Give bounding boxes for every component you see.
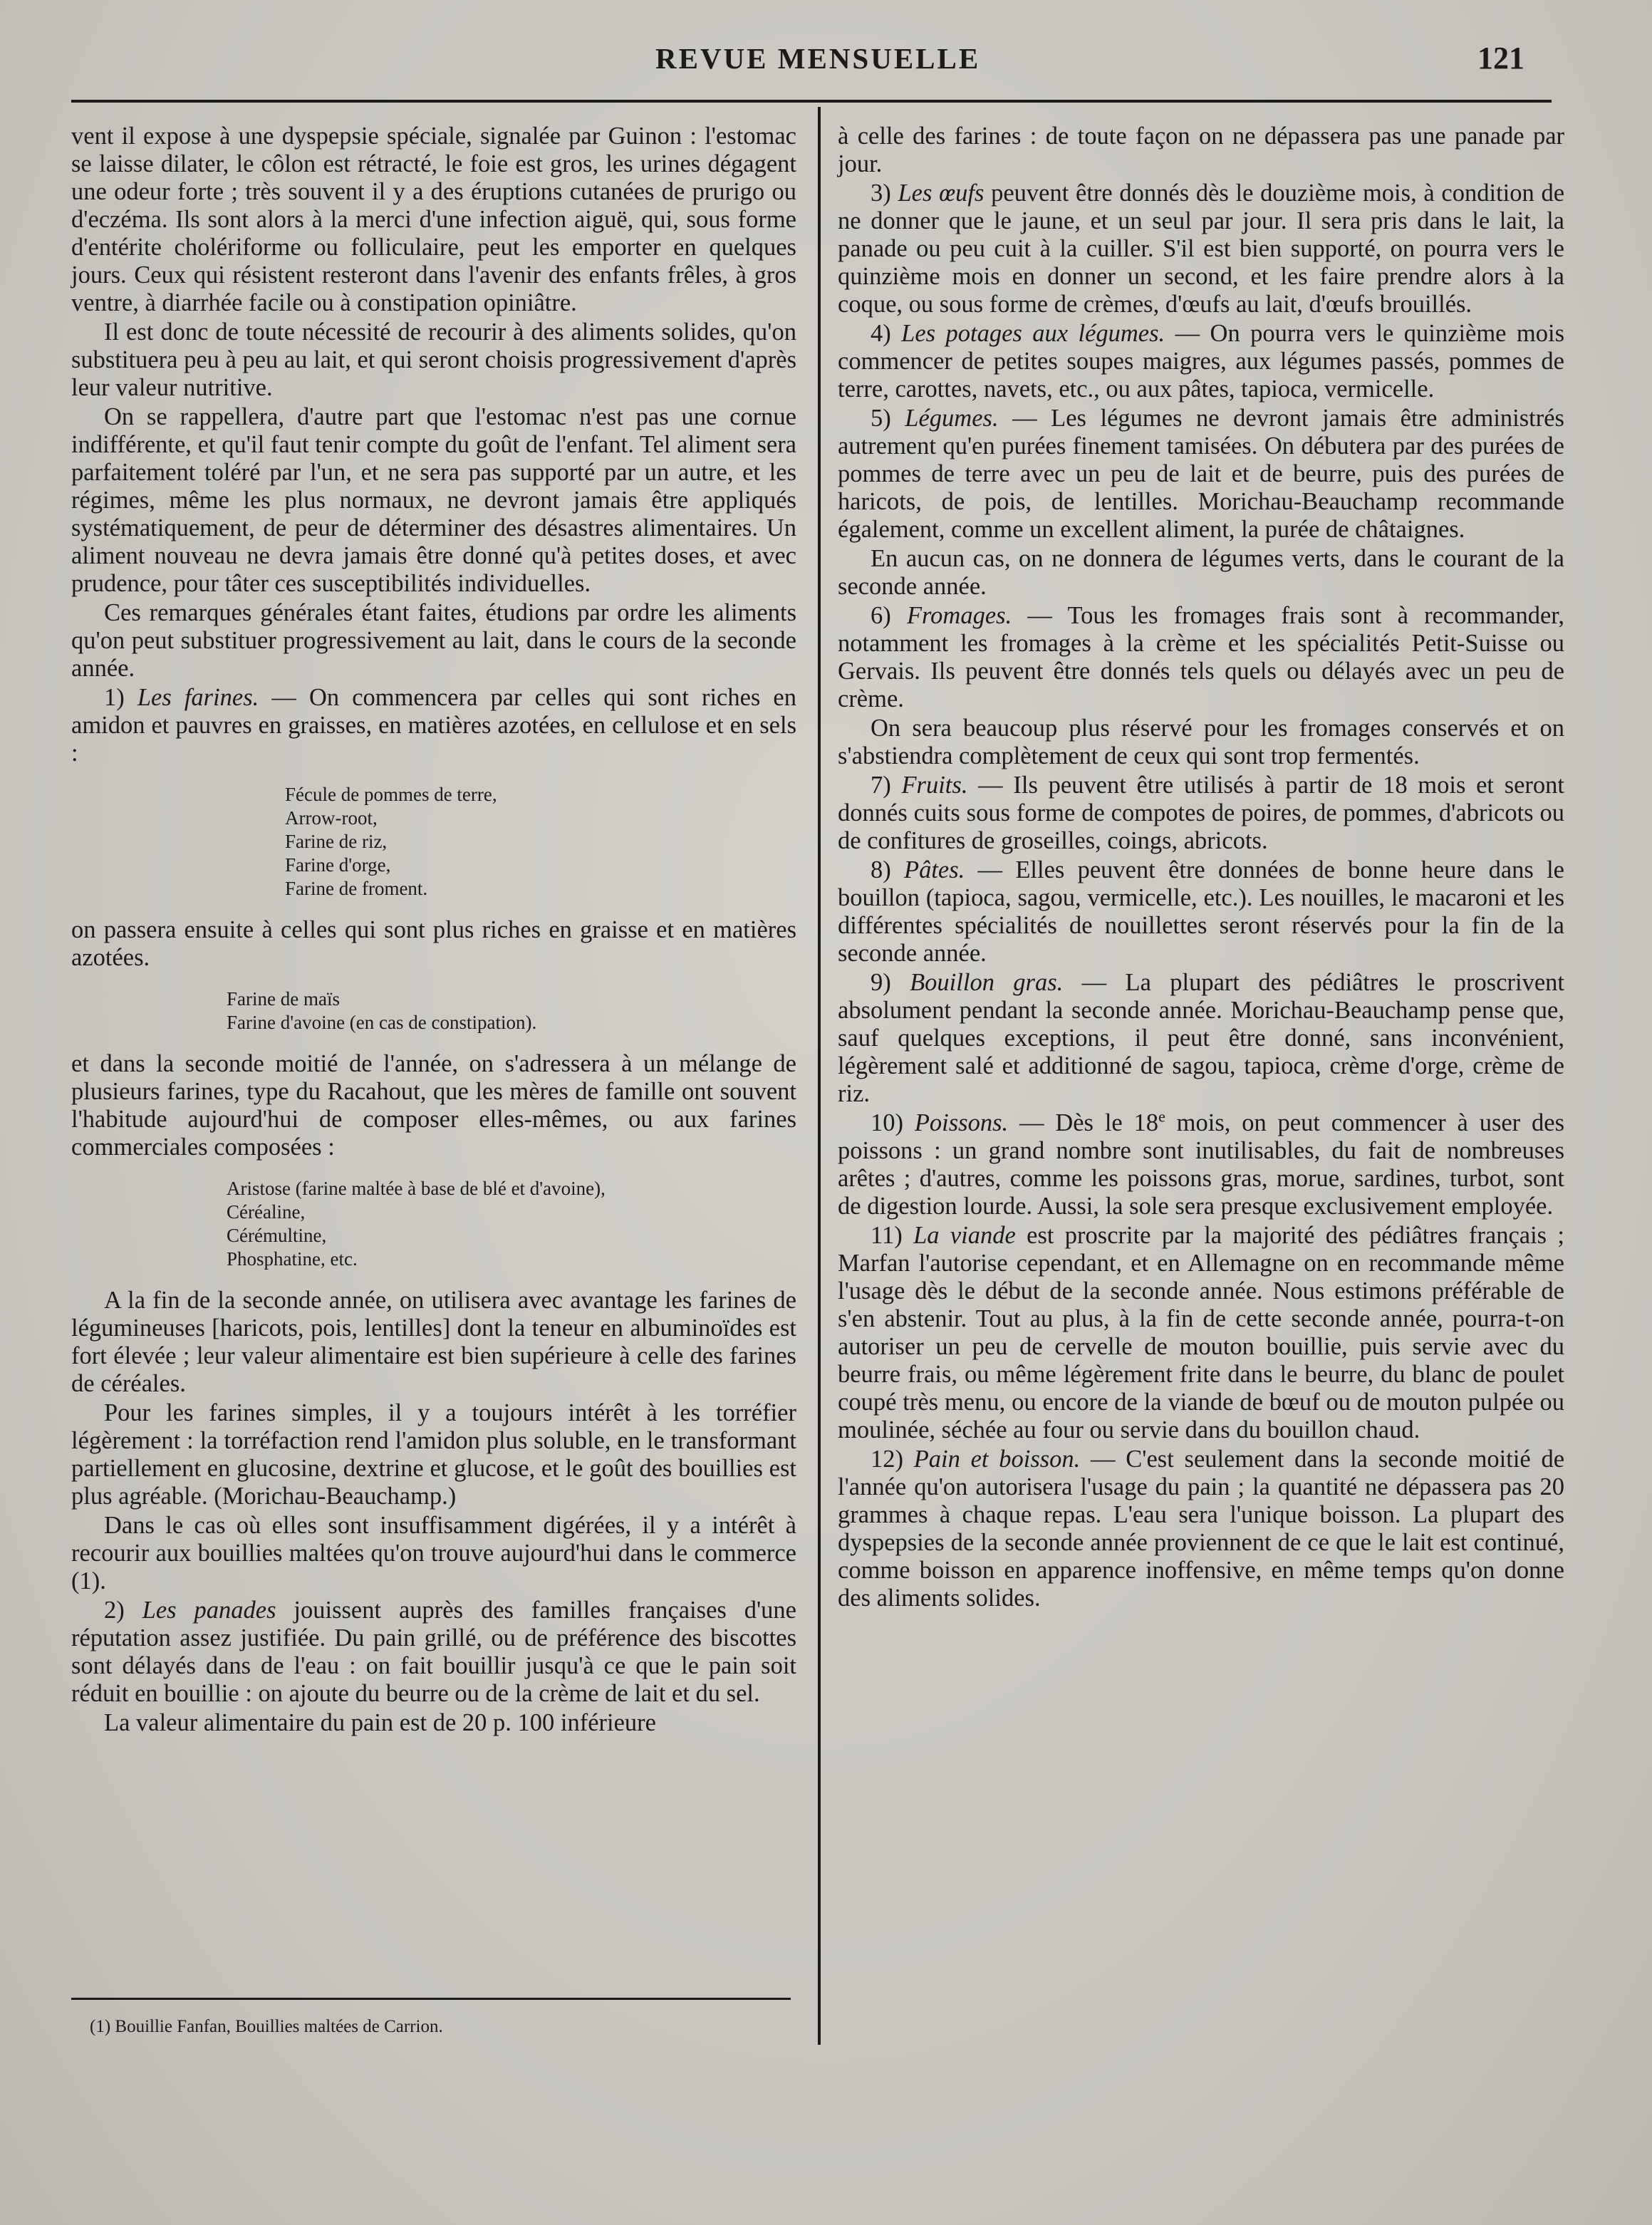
list-item: Farine d'avoine (en cas de constipation). [227, 1012, 537, 1033]
section-fromages [838, 602, 1564, 713]
paragraph: on passera ensuite à celles qui sont plus riches en graisse et en matières azotées. [71, 916, 796, 971]
section-legumes [838, 405, 1564, 544]
section-text: est proscrite par la majorité des pédiâtres français ; Marfan l'autorise cependant, et en Allemagne on en recommande même l'usage dès le début de la seconde année. Nous estimons préférable de s'en abstenir. Tout au plus, à la fin de cette seconde année, pourra-t-on autoriser un peu de cervelle de mouton bouillie, puis servie avec du beurre frais, ou même légèrement frite dans le beurre, du blanc de poulet coupé très menu, ou encore de la viande de bœuf ou de mouton pulpée ou moulinée, séchée au four ou servie dans du bouillon chaud. [838, 1222, 1565, 1443]
section-viande [838, 1222, 1564, 1444]
superscript: e [1158, 1107, 1165, 1126]
section-oeufs [838, 180, 1564, 318]
section-text: — Elles peuvent être données de bonne heure dans le bouillon (tapioca, sagou, vermicelle, etc.). Les nouilles, le macaroni et les différentes spécialités de nouillettes seront réservés pour la fin de la seconde année. [838, 856, 1564, 967]
section-text: — Dès le 18 [1008, 1109, 1159, 1136]
section-number: 10) [871, 1109, 903, 1136]
section-heading: Les potages aux légumes. [901, 320, 1165, 347]
section-text: mois, on peut commencer à user des poissons : un grand nombre sont inutilisables, du fait de nombreuses arêtes ; d'autres, comme les poissons gras, morue, sardines, turbot, sont de digestion lourde. Aussi, la sole sera presque exclusivement employée. [838, 1109, 1564, 1220]
section-heading: Les œufs [898, 180, 985, 207]
footnote: (1) Bouillie Fanfan, Bouillies maltées de Carrion. [90, 2017, 443, 2036]
list-item: Cérémultine, [227, 1225, 327, 1246]
paragraph: Pour les farines simples, il y a toujours intérêt à les torréfier légèrement : la torréfaction rend l'amidon plus soluble, en le transformant partiellement en glucosine, dextrine et glucose, et le goût des bouillies est plus agréable. (Morichau-Beauchamp.) [71, 1399, 796, 1510]
section-text: — On pourra vers le quinzième mois commencer de petites soupes maigres, aux légumes passés, pommes de terre, carottes, navets, etc., ou aux pâtes, tapioca, vermicelle. [838, 320, 1565, 403]
list-item: Farine d'orge, [285, 854, 391, 876]
section-heading: Les panades [142, 1597, 276, 1624]
section-text: — La plupart des pédiâtres le proscrivent absolument pendant la seconde année. Morichau-Beauchamp pense que, sauf quelques exceptions, il peut être donné, sans inconvénient, légèrement salé et additionné de sagou, tapioca, crème d'orge, crème de riz. [838, 969, 1565, 1107]
right-column [838, 123, 1564, 1612]
section-heading: Fromages. [906, 602, 1012, 629]
section-number: 12) [871, 1446, 903, 1473]
section-text: — Les légumes ne devront jamais être administrés autrement qu'en purées finement tamisées. On débutera par des purées de pommes de terre avec un peu de lait et de beurre, puis des purées de haricots, de pois, de lentilles. Morichau-Beauchamp recommande également, comme un excellent aliment, la purée de châtaignes. [838, 405, 1564, 543]
section-heading: Bouillon gras. [910, 969, 1064, 996]
section-number: 11) [871, 1222, 903, 1249]
section-fruits [838, 772, 1564, 855]
section-heading: Légumes. [905, 405, 999, 432]
paragraph: Dans le cas où elles sont insuffisamment digérées, il y a intérêt à recourir aux bouillies maltées qu'on trouve aujourd'hui dans le commerce (1). [71, 1512, 796, 1594]
paragraph: Il est donc de toute nécessité de recourir à des aliments solides, qu'on substituera peu à peu au lait, et qui seront choisis progressivement d'après leur valeur nutritive. [71, 318, 796, 401]
paragraph: On se rappellera, d'autre part que l'estomac n'est pas une cornue indifférente, et qu'il faut tenir compte du goût de l'enfant. Tel aliment sera parfaitement toléré par l'un, et ne sera pas supporté par un autre, et les régimes, même les plus normaux, ne devront jamais être appliqués systématiquement, de peur de déterminer des désastres alimentaires. Un aliment nouveau ne devra jamais être donné qu'à petites doses, et avec prudence, pour tâter ces susceptibilités individuelles. [71, 403, 796, 597]
section-heading: Pain et boisson. [913, 1446, 1081, 1473]
paragraph: et dans la seconde moitié de l'année, on s'adressera à un mélange de plusieurs farines, type du Racahout, que les mères de famille ont souvent l'habitude aujourd'hui de composer elles-mêmes, ou aux farines commerciales composées : [71, 1050, 796, 1161]
journal-title: REVUE MENSUELLE [655, 42, 981, 75]
list-item: Phosphatine, etc. [227, 1248, 358, 1270]
page-number: 121 [1477, 41, 1524, 76]
section-text: — On commencera par celles qui sont riches en amidon et pauvres en graisses, en matières azotées, en cellulose et en sels : [71, 684, 796, 767]
paragraph: On sera beaucoup plus réservé pour les fromages conservés et on s'abstiendra complètement de ceux qui sont trop fermentés. [838, 715, 1564, 769]
flour-list-simple [71, 783, 796, 901]
section-number: 9) [871, 969, 891, 996]
section-number: 2) [104, 1597, 125, 1624]
list-item: Céréaline, [227, 1201, 306, 1223]
running-head [0, 37, 1652, 80]
flour-list-commercial [71, 1177, 796, 1271]
section-pain [838, 1446, 1564, 1612]
paragraph: Ces remarques générales étant faites, étudions par ordre les aliments qu'on peut substituer progressivement au lait, dans le cours de la seconde année. [71, 599, 796, 682]
list-item: Farine de froment. [285, 878, 428, 899]
footnote-rule [71, 1998, 791, 2000]
header-rule [71, 100, 1552, 103]
section-heading: La viande [913, 1222, 1016, 1249]
section-poissons [838, 1109, 1564, 1220]
section-number: 7) [871, 772, 891, 799]
column-divider [818, 107, 821, 2045]
list-item: Arrow-root, [285, 807, 378, 829]
section-number: 3) [871, 180, 891, 207]
section-text: — C'est seulement dans la seconde moitié de l'année qu'on autorisera l'usage du pain ; la quantité ne dépassera pas 20 grammes à chaque repas. L'eau sera l'unique boisson. La plupart des dyspepsies de la seconde année proviennent de ce que le lait est continué, comme boisson en apparence inoffensive, en même temps qu'on donne des aliments solides. [838, 1446, 1565, 1612]
left-column [71, 123, 796, 1737]
section-panades [71, 1597, 796, 1708]
section-bouillon [838, 969, 1564, 1108]
paragraph: En aucun cas, on ne donnera de légumes verts, dans le courant de la seconde année. [838, 545, 1564, 600]
list-item: Farine de maïs [227, 988, 340, 1010]
section-heading: Poissons. [914, 1109, 1009, 1136]
flour-list-rich [71, 987, 796, 1034]
section-number: 6) [871, 602, 891, 629]
section-heading: Pâtes. [904, 856, 965, 883]
list-item: Aristose (farine maltée à base de blé et d'avoine), [227, 1178, 606, 1199]
paragraph: vent il expose à une dyspepsie spéciale, signalée par Guinon : l'estomac se laisse dilater, le côlon est rétracté, le foie est gros, les urines dégagent une odeur forte ; très souvent il y a des éruptions cutanées de prurigo ou d'eczéma. Ils sont alors à la merci d'une infection aiguë, qui, sous forme d'entérite cholériforme ou folliculaire, peut les emporter en quelques jours. Ceux qui résistent resteront dans l'avenir des enfants frêles, à gros ventre, à diarrhée facile ou à constipation opiniâtre. [71, 123, 796, 316]
section-pates [838, 856, 1564, 968]
section-number: 8) [871, 856, 891, 883]
section-heading: Les farines. [137, 684, 259, 711]
section-number: 5) [871, 405, 891, 432]
section-number: 4) [871, 320, 891, 347]
section-heading: Fruits. [901, 772, 968, 799]
section-text: jouissent auprès des familles françaises d'une réputation assez justifiée. Du pain grillé, ou de préférence des biscottes sont délayés dans de l'eau : on fait bouillir jusqu'à ce que le pain soit réduit en bouillie : on ajoute du beurre ou de la crème de lait et du sel. [71, 1597, 796, 1707]
section-potages [838, 320, 1564, 403]
section-number: 1) [104, 684, 125, 711]
paragraph: A la fin de la seconde année, on utilisera avec avantage les farines de légumineuses [haricots, pois, lentilles] dont la teneur en albuminoïdes est fort élevée ; leur valeur alimentaire est bien supérieure à celle des farines de céréales. [71, 1287, 796, 1397]
paragraph: La valeur alimentaire du pain est de 20 p. 100 inférieure [104, 1709, 656, 1736]
list-item: Farine de riz, [285, 831, 388, 852]
paragraph: à celle des farines : de toute façon on ne dépassera pas une panade par jour. [838, 123, 1564, 177]
section-text: — Ils peuvent être utilisés à partir de 18 mois et seront donnés cuits sous forme de compotes de poires, de pommes, d'abricots ou de confitures de groseilles, coings, abricots. [838, 772, 1565, 854]
section-text: — Tous les fromages frais sont à recommander, notamment les fromages à la crème et les spécialités Petit-Suisse ou Gervais. Ils peuvent être donnés tels quels ou délayés avec un peu de crème. [838, 602, 1564, 712]
list-item: Fécule de pommes de terre, [285, 784, 497, 805]
section-farines [71, 684, 796, 767]
section-text: peuvent être donnés dès le douzième mois, à condition de ne donner que le jaune, et un seul par jour. Il sera pris dans le lait, la panade ou peu cuit à la cuiller. S'il est bien supporté, on pourra vers le quinzième mois en donner un second, et les faire prendre alors à la coque, ou sous forme de crèmes, d'œufs au lait, d'œufs brouillés. [838, 180, 1565, 318]
